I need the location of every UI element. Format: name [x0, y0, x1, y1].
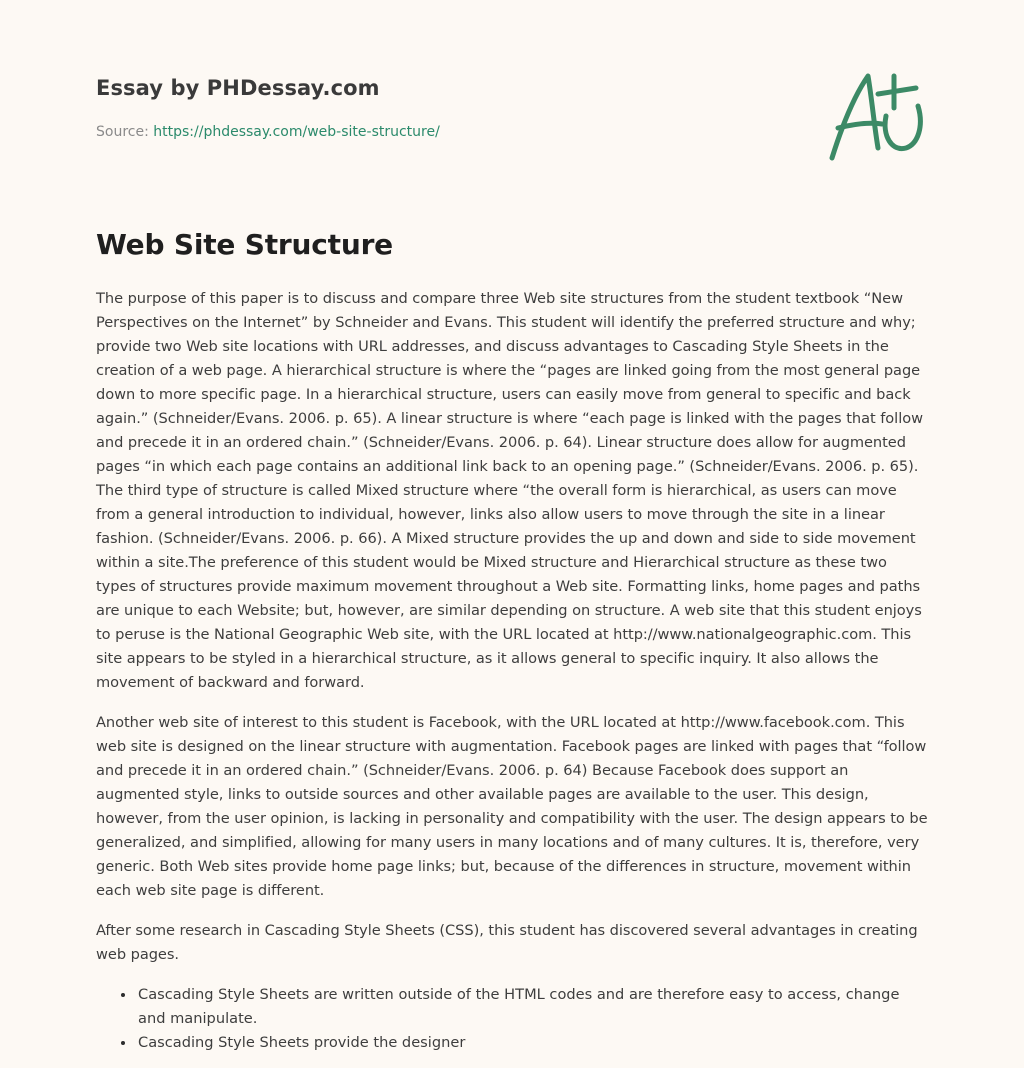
- site-brand: Essay by PHDessay.com: [96, 76, 380, 100]
- paragraph-1: The purpose of this paper is to discuss and compare three Web site structures from the student textbook “New Perspectives on the Internet” by Schneider and Evans. This student will identify the preferred structure and why; provide two Web site locations with URL addresses, and discuss advantages to Cascading Style Sheets in the creation of a web page. A hierarchical structure is where the “pages are linked going from the most general page down to more specific page. In a hierarchical structure, users can easily move from general to specific and back again.” (Schneider/Evans. 2006. p. 65). A linear structure is where “each page is linked with the pages that follow and precede it in an ordered chain.” (Schneider/Evans. 2006. p. 64). Linear structure does allow for augmented pages “in which each page contains an additional link back to an opening page.” (Schneider/Evans. 2006. p. 65). The third type of structure is called Mixed structure where “the overall form is hierarchical, as users can move from a general introduction to individual, however, links also allow users to move through the site in a linear fashion. (Schneider/Evans. 2006. p. 66). A Mixed structure provides the up and down and side to side movement within a site.The preference of this student would be Mixed structure and Hierarchical structure as these two types of structures provide maximum movement throughout a Web site. Formatting links, home pages and paths are unique to each Website; but, however, are similar depending on structure. A web site that this student enjoys to peruse is the National Geographic Web site, with the URL located at http://www.nationalgeographic.com. This site appears to be styled in a hierarchical structure, as it allows general to specific inquiry. It also allows the movement of backward and forward.: [96, 290, 923, 691]
- list-item: • Cascading Style Sheets provide the designer: [136, 1031, 928, 1055]
- paragraph-3: After some research in Cascading Style Sheets (CSS), this student has discovered several advantages in creating web pages.: [96, 922, 918, 963]
- paragraph-2: Another web site of interest to this student is Facebook, with the URL located at http://www.facebook.com. This web site is designed on the linear structure with augmentation. Facebook pages are linked with pages that “follow and precede it in an ordered chain.” (Schneider/Evans. 2006. p. 64) Because Facebook does support an augmented style, links to outside sources and other available pages are available to the user. This design, however, from the user opinion, is lacking in personality and compatibility with the user. The design appears to be generalized, and simplified, allowing for many users in many locations and of many cultures. It is, therefore, very generic. Both Web sites provide home page links; but, because of the differences in structure, movement within each web site page is different.: [96, 714, 928, 899]
- page-header: [96, 0, 928, 200]
- list-item: • Cascading Style Sheets are written outside of the HTML codes and are therefore easy to access, change and manipulate.: [136, 983, 928, 1031]
- source-line: [96, 124, 440, 140]
- page-title: Web Site Structure: [96, 228, 393, 261]
- source-link[interactable]: https://phdessay.com/web-site-structure/: [153, 124, 440, 140]
- article: [96, 228, 928, 1055]
- css-advantages-list: [96, 983, 928, 1055]
- source-label: Source:: [96, 124, 149, 140]
- a-plus-logo-icon: [824, 66, 930, 166]
